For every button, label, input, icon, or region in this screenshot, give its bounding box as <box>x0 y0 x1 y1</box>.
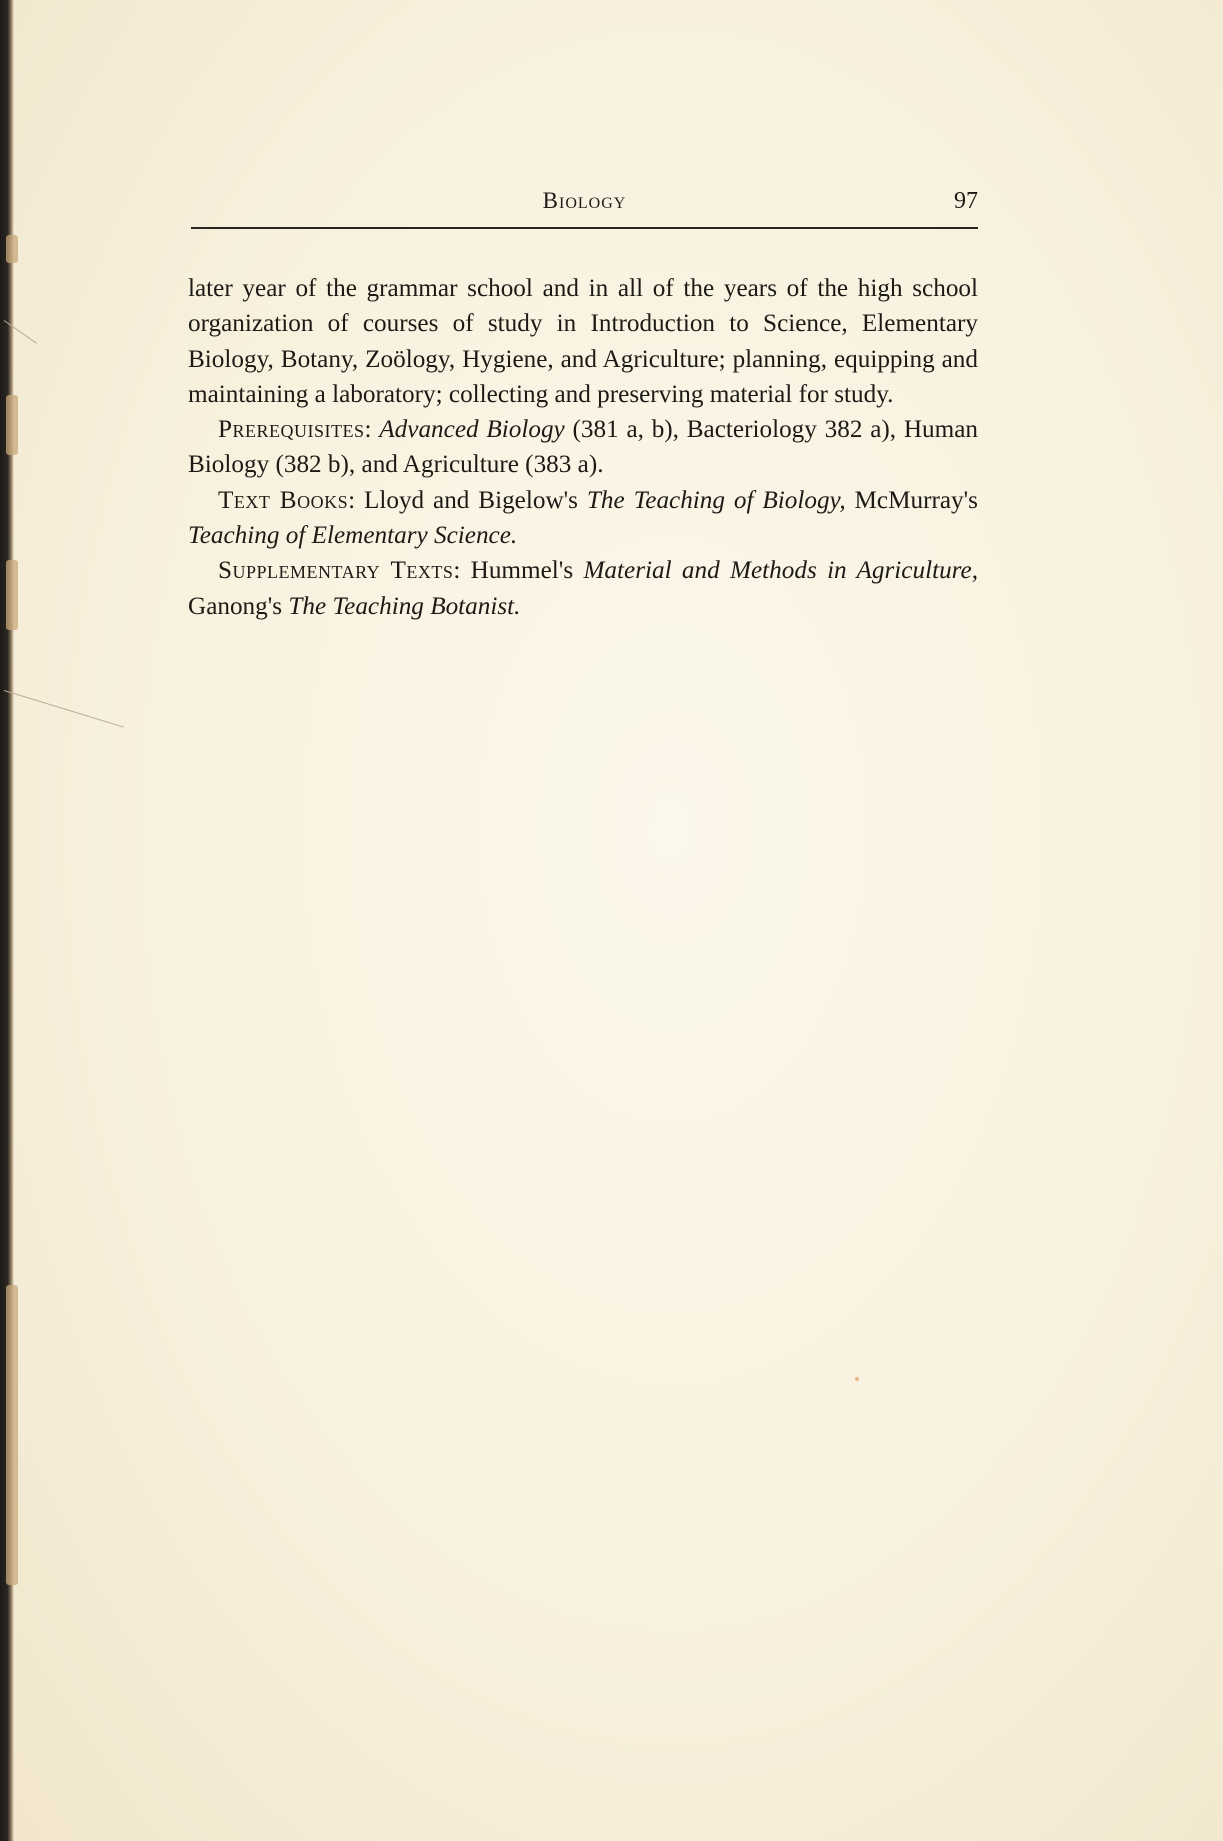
running-title: Biology <box>542 188 627 213</box>
supplementary-label: Supplementary Texts <box>218 557 454 585</box>
paragraph-supplementary-texts <box>188 553 978 624</box>
prerequisites-label: Prerequisites <box>218 416 365 444</box>
running-head <box>191 188 978 218</box>
paragraph-text-books <box>188 483 978 554</box>
supplementary-title-1: Material and Methods in Agriculture, <box>583 557 979 585</box>
supplementary-separator: : Hummel's <box>453 557 584 585</box>
prerequisites-title: Advanced Biology <box>379 416 565 444</box>
text-books-title-1: The Teaching of Biology, <box>586 486 846 514</box>
header-rule <box>191 227 978 229</box>
supplementary-title-2: The Teaching Botanist. <box>288 592 521 620</box>
body-text <box>188 271 978 624</box>
text-books-label: Text Books <box>218 486 349 514</box>
paragraph-intro: later year of the grammar school and in all of the years of the high school organization of courses of study in Introduction to Science, Elementary Biology, Botany, Zoölogy, Hygiene, and Agriculture; planning, equipping and maintaining a laboratory; collecting and preserving material for study. <box>188 275 978 408</box>
binding-thread <box>4 690 124 728</box>
text-books-middle: McMurray's <box>845 486 978 514</box>
spine-wear-mark <box>6 395 18 455</box>
spine-wear-mark <box>6 560 18 630</box>
text-books-separator: : Lloyd and Bigelow's <box>348 486 587 514</box>
paragraph-prerequisites <box>188 412 978 483</box>
prerequisites-separator: : <box>364 416 380 444</box>
prerequisites-rest: (381 a, b), Bacteriology 382 a), Human Biology (382 b), and Agriculture (383 a). <box>188 416 978 479</box>
text-books-title-2: Teaching of Elementary Science. <box>188 522 518 550</box>
spine-wear-mark <box>6 235 18 263</box>
paper-fleck <box>855 1377 859 1381</box>
supplementary-middle: Ganong's <box>188 592 289 620</box>
spine-wear-mark <box>6 1285 18 1585</box>
page-number: 97 <box>954 188 978 214</box>
